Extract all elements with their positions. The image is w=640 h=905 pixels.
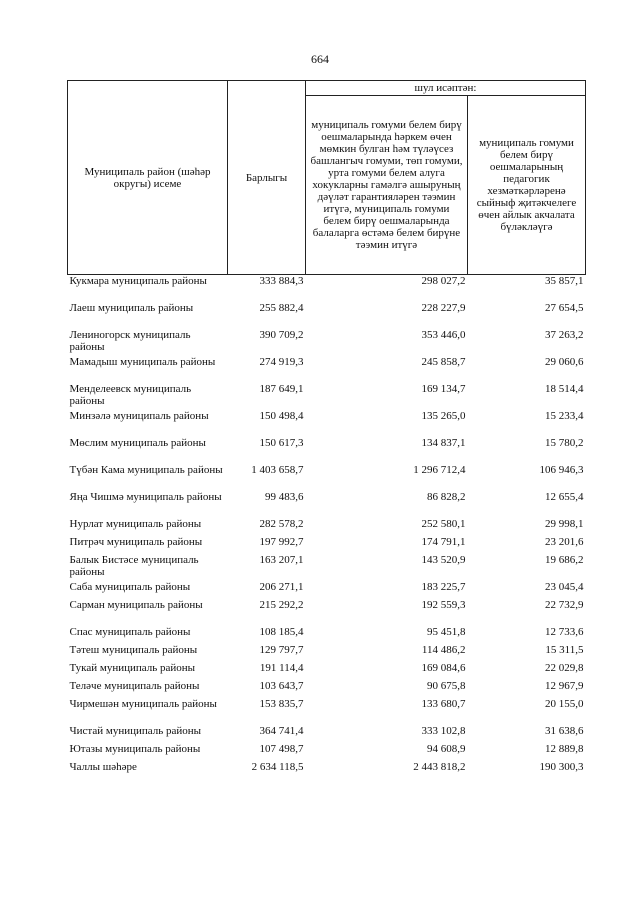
region-name-cell: Түбән Кама муниципаль районы bbox=[69, 464, 223, 476]
sub2-cell: 29 998,1 bbox=[545, 518, 584, 530]
total-cell: 390 709,2 bbox=[259, 329, 304, 341]
sub2-cell: 18 514,4 bbox=[545, 383, 584, 395]
table-row bbox=[68, 410, 586, 437]
table-row bbox=[68, 491, 586, 518]
sub2-cell: 20 155,0 bbox=[545, 698, 584, 710]
sub1-cell: 169 134,7 bbox=[421, 383, 466, 395]
table-row bbox=[68, 680, 586, 698]
total-cell: 191 114,4 bbox=[259, 662, 304, 674]
sub1-cell: 90 675,8 bbox=[427, 680, 466, 692]
sub1-cell: 143 520,9 bbox=[421, 554, 466, 566]
region-name-cell: Балык Бистәсе муниципаль районы bbox=[69, 554, 199, 578]
region-name-cell: Лаеш муниципаль районы bbox=[69, 302, 194, 314]
total-cell: 163 207,1 bbox=[259, 554, 304, 566]
sub2-cell: 23 201,6 bbox=[545, 536, 584, 548]
sub1-cell: 298 027,2 bbox=[421, 275, 466, 287]
total-cell: 364 741,4 bbox=[259, 725, 304, 737]
table-row bbox=[68, 329, 586, 356]
sub1-cell: 1 296 712,4 bbox=[413, 464, 466, 476]
table-row bbox=[68, 275, 586, 303]
table-row bbox=[68, 302, 586, 329]
sub2-cell: 31 638,6 bbox=[545, 725, 584, 737]
total-cell: 103 643,7 bbox=[259, 680, 304, 692]
total-cell: 129 797,7 bbox=[259, 644, 304, 656]
sub2-cell: 35 857,1 bbox=[545, 275, 584, 287]
sub1-cell: 174 791,1 bbox=[421, 536, 466, 548]
sub1-cell: 94 608,9 bbox=[427, 743, 466, 755]
region-name-cell: Чаллы шәһәре bbox=[69, 761, 137, 773]
region-name-cell: Кукмара муниципаль районы bbox=[69, 275, 207, 287]
budget-table bbox=[67, 80, 586, 779]
header-total: Барлыгы bbox=[228, 81, 306, 275]
sub1-cell: 245 858,7 bbox=[421, 356, 466, 368]
sub1-cell: 169 084,6 bbox=[421, 662, 466, 674]
table-row bbox=[68, 725, 586, 743]
region-name-cell: Питрәч муниципаль районы bbox=[69, 536, 203, 548]
sub1-cell: 133 680,7 bbox=[421, 698, 466, 710]
total-cell: 1 403 658,7 bbox=[251, 464, 304, 476]
table-row bbox=[68, 644, 586, 662]
sub1-cell: 2 443 818,2 bbox=[413, 761, 466, 773]
table-row bbox=[68, 437, 586, 464]
total-cell: 107 498,7 bbox=[259, 743, 304, 755]
header-sub1: муниципаль гомуми белем бирү оешмаларында һәркем өчен мөмкин булган һәм түләүсез башлангыч гомуми, төп гомуми, урта гомуми белем алуга хокукларны гамәлгә ашыруның дәүләт гарантияләрен тәэмин итүгә, муниципаль гомуми белем бирү оешмаларында балаларга өстәмә белем бирүне тәэмин итүгә bbox=[306, 96, 468, 275]
table-row bbox=[68, 698, 586, 725]
sub2-cell: 12 655,4 bbox=[545, 491, 584, 503]
sub1-cell: 252 580,1 bbox=[421, 518, 466, 530]
region-name-cell: Лениногорск муниципаль районы bbox=[69, 329, 191, 353]
table-row bbox=[68, 581, 586, 599]
total-cell: 197 992,7 bbox=[259, 536, 304, 548]
page-number: 664 bbox=[311, 52, 329, 66]
sub2-cell: 37 263,2 bbox=[545, 329, 584, 341]
sub1-cell: 333 102,8 bbox=[421, 725, 466, 737]
total-cell: 333 884,3 bbox=[259, 275, 304, 287]
total-cell: 2 634 118,5 bbox=[251, 761, 304, 773]
sub2-cell: 23 045,4 bbox=[545, 581, 584, 593]
sub2-cell: 29 060,6 bbox=[545, 356, 584, 368]
region-name-cell: Тәтеш муниципаль районы bbox=[69, 644, 198, 656]
sub1-cell: 183 225,7 bbox=[421, 581, 466, 593]
table-row bbox=[68, 554, 586, 581]
total-cell: 255 882,4 bbox=[259, 302, 304, 314]
table-row bbox=[68, 464, 586, 491]
table-row bbox=[68, 536, 586, 554]
sub1-cell: 228 227,9 bbox=[421, 302, 466, 314]
total-cell: 215 292,2 bbox=[259, 599, 304, 611]
sub1-cell: 86 828,2 bbox=[427, 491, 466, 503]
total-cell: 274 919,3 bbox=[259, 356, 304, 368]
header-including: шул исәптән: bbox=[306, 81, 586, 96]
sub2-cell: 19 686,2 bbox=[545, 554, 584, 566]
table-row bbox=[68, 383, 586, 410]
table-row bbox=[68, 626, 586, 644]
header-sub2: муниципаль гомуми белем бирү оешмаларының педагогик хезмәткәрләренә сыйныф җитәкчелеге өчен айлык акчалата бүләкләүгә bbox=[468, 96, 586, 275]
sub2-cell: 15 780,2 bbox=[545, 437, 584, 449]
region-name-cell: Ютазы муниципаль районы bbox=[69, 743, 201, 755]
total-cell: 206 271,1 bbox=[259, 581, 304, 593]
sub1-cell: 192 559,3 bbox=[421, 599, 466, 611]
region-name-cell: Теләче муниципаль районы bbox=[69, 680, 200, 692]
region-name-cell: Тукай муниципаль районы bbox=[69, 662, 196, 674]
total-cell: 150 617,3 bbox=[259, 437, 304, 449]
sub2-cell: 22 029,8 bbox=[545, 662, 584, 674]
table-row bbox=[68, 599, 586, 626]
region-name-cell: Менделеевск муниципаль районы bbox=[69, 383, 192, 407]
total-cell: 150 498,4 bbox=[259, 410, 304, 422]
sub2-cell: 15 311,5 bbox=[545, 644, 584, 656]
sub2-cell: 190 300,3 bbox=[539, 761, 584, 773]
table-row bbox=[68, 518, 586, 536]
region-name-cell: Саба муниципаль районы bbox=[69, 581, 191, 593]
sub1-cell: 95 451,8 bbox=[427, 626, 466, 638]
sub2-cell: 22 732,9 bbox=[545, 599, 584, 611]
sub2-cell: 12 733,6 bbox=[545, 626, 584, 638]
total-cell: 282 578,2 bbox=[259, 518, 304, 530]
header-region: Муниципаль район (шәһәр округы) исеме bbox=[68, 81, 228, 275]
sub2-cell: 12 889,8 bbox=[545, 743, 584, 755]
table-row bbox=[68, 761, 586, 779]
sub1-cell: 135 265,0 bbox=[421, 410, 466, 422]
sub1-cell: 353 446,0 bbox=[421, 329, 466, 341]
sub2-cell: 106 946,3 bbox=[539, 464, 584, 476]
sub1-cell: 134 837,1 bbox=[421, 437, 466, 449]
table-row bbox=[68, 356, 586, 383]
region-name-cell: Чирмешән муниципаль районы bbox=[69, 698, 217, 710]
region-name-cell: Нурлат муниципаль районы bbox=[69, 518, 202, 530]
sub2-cell: 15 233,4 bbox=[545, 410, 584, 422]
region-name-cell: Спас муниципаль районы bbox=[69, 626, 191, 638]
region-name-cell: Мамадыш муниципаль районы bbox=[69, 356, 216, 368]
sub1-cell: 114 486,2 bbox=[421, 644, 466, 656]
region-name-cell: Сарман муниципаль районы bbox=[69, 599, 203, 611]
table-row bbox=[68, 662, 586, 680]
region-name-cell: Мөслим муниципаль районы bbox=[69, 437, 206, 449]
total-cell: 187 649,1 bbox=[259, 383, 304, 395]
total-cell: 108 185,4 bbox=[259, 626, 304, 638]
region-name-cell: Минзәлә муниципаль районы bbox=[69, 410, 209, 422]
table-body bbox=[68, 275, 586, 780]
table-row bbox=[68, 743, 586, 761]
sub2-cell: 12 967,9 bbox=[545, 680, 584, 692]
total-cell: 153 835,7 bbox=[259, 698, 304, 710]
region-name-cell: Яңа Чишмә муниципаль районы bbox=[69, 491, 222, 503]
total-cell: 99 483,6 bbox=[265, 491, 304, 503]
sub2-cell: 27 654,5 bbox=[545, 302, 584, 314]
region-name-cell: Чистай муниципаль районы bbox=[69, 725, 202, 737]
